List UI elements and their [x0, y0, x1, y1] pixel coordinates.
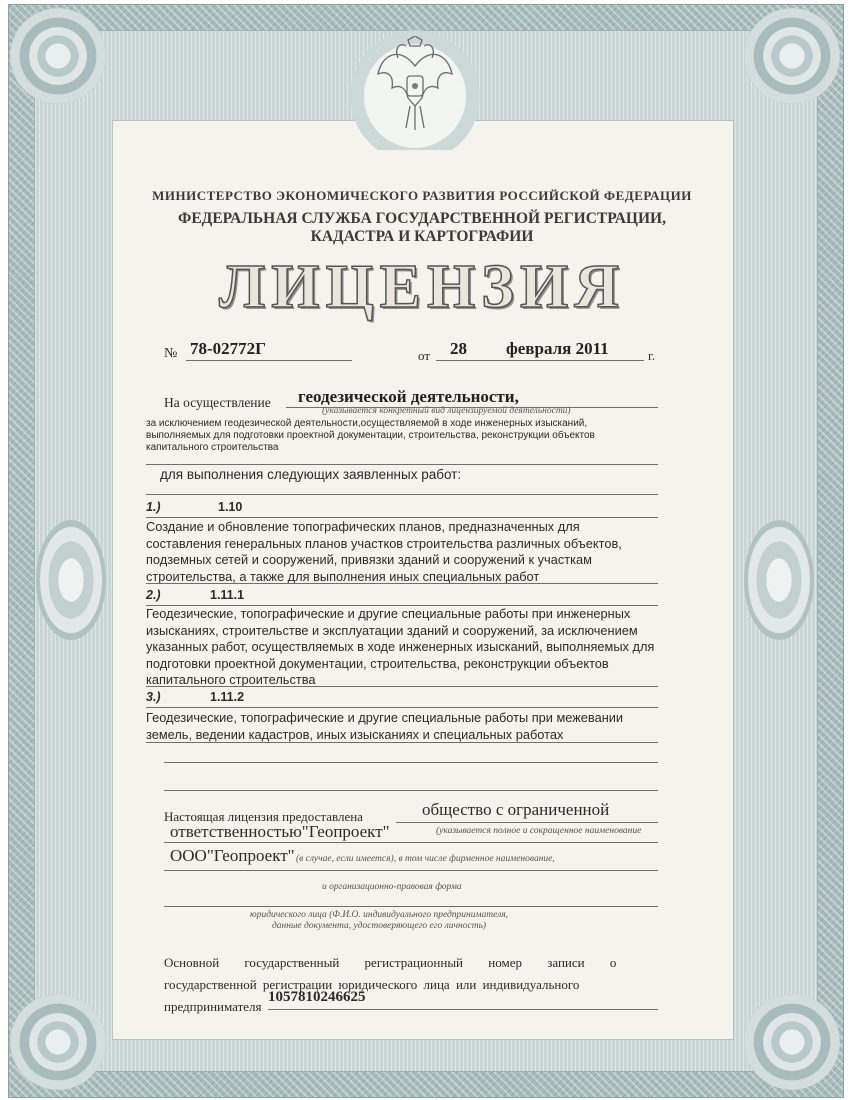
- registration-number: 1057810246625: [268, 989, 366, 1005]
- holder-name-line: общество с ограниченной: [422, 800, 610, 819]
- date-underline: [436, 360, 644, 361]
- document-title: ЛИЦЕНЗИЯ: [219, 253, 625, 321]
- number-label: №: [164, 346, 178, 361]
- holder-hint: данные документа, удостоверяющего его личность): [272, 921, 487, 931]
- service-heading-line: КАДАСТРА И КАРТОГРАФИИ: [310, 228, 534, 245]
- work-code: 1.11.1: [210, 588, 245, 602]
- corner-rosette-icon: [744, 994, 840, 1090]
- holder-label: Настоящая лицензия предоставлена: [164, 809, 363, 824]
- work-index: 3.): [146, 690, 161, 704]
- exclusion-line: выполняемых для подготовки проектной документации, строительства, реконструкции объектов: [146, 430, 595, 441]
- work-line: изысканиях, строительстве и эксплуатации зданий и сооружений, за исключением: [146, 622, 638, 638]
- work-line: подземных сетей и сооружений, привязки зданий и сооружений к участкам: [146, 552, 592, 567]
- license-number: 78-02772Г: [190, 339, 266, 358]
- exclusion-line: за исключением геодезической деятельности,осуществляемой в ходе инженерных изысканий,: [146, 418, 588, 429]
- rule-line: [146, 494, 658, 495]
- side-medallion-icon: [744, 520, 814, 640]
- work-line: капитального строительства: [146, 672, 316, 687]
- rule-line: [164, 790, 658, 791]
- rule-line: [146, 686, 658, 687]
- work-line: строительства, а также для выполнения иных специальных работ: [146, 568, 540, 584]
- works-label: для выполнения следующих заявленных работ:: [160, 467, 462, 482]
- holder-name-line: ответственностью"Геопроект": [170, 822, 390, 841]
- number-underline: [186, 360, 352, 361]
- exclusion-line: капитального строительства: [146, 442, 279, 453]
- rule-line: [164, 842, 658, 843]
- rule-line: [164, 870, 658, 871]
- rule-line: [146, 742, 658, 743]
- work-description: [146, 519, 622, 585]
- holder-hint: и организационно-правовая форма: [322, 882, 462, 892]
- work-code: 1.11.2: [210, 690, 245, 704]
- license-day: 28: [450, 339, 467, 358]
- rule-line: [146, 517, 658, 518]
- corner-rosette-icon: [10, 994, 106, 1090]
- work-line: Создание и обновление топографических планов, предназначенных для: [146, 519, 580, 534]
- double-headed-eagle-icon: [370, 36, 460, 136]
- exclusion-text: [146, 418, 595, 454]
- holder-hint: юридического лица (Ф.И.О. индивидуального предпринимателя,: [250, 910, 509, 920]
- registration-underline: [268, 1009, 658, 1010]
- work-line: подготовки проектной документации, строительства, реконструкции объектов: [146, 655, 609, 671]
- rule-line: [164, 906, 658, 907]
- work-description: [146, 606, 654, 689]
- side-medallion-icon: [36, 520, 106, 640]
- work-code: 1.10: [218, 500, 243, 514]
- work-line: земель, ведении кадастров, иных изысканиях и специальных работах: [146, 726, 564, 742]
- work-description: [146, 710, 623, 743]
- corner-rosette-icon: [744, 8, 840, 104]
- work-line: Геодезические, топографические и другие специальные работы при межевании: [146, 710, 624, 725]
- activity-value: геодезической деятельности,: [298, 387, 519, 406]
- holder-underline: [396, 822, 658, 823]
- rule-line: [164, 762, 658, 763]
- service-heading-line: ФЕДЕРАЛЬНАЯ СЛУЖБА ГОСУДАРСТВЕННОЙ РЕГИСТРАЦИИ,: [178, 210, 666, 227]
- work-line: Геодезические, топографические и другие специальные работы при инженерных: [146, 606, 631, 621]
- registration-label: предпринимателя: [164, 999, 262, 1014]
- rule-line: [146, 464, 658, 465]
- rule-line: [146, 583, 658, 584]
- work-index: 1.): [146, 500, 161, 514]
- registration-text-line: государственной регистрации юридического лица или индивидуального: [164, 977, 580, 992]
- year-suffix: г.: [648, 348, 656, 363]
- activity-hint: (указывается конкретный вид лицензируемой деятельности): [322, 406, 571, 416]
- work-line: составления генеральных планов участков строительства различных объектов,: [146, 535, 622, 551]
- ministry-heading: МИНИСТЕРСТВО ЭКОНОМИЧЕСКОГО РАЗВИТИЯ РОССИЙСКОЙ ФЕДЕРАЦИИ: [152, 188, 692, 203]
- holder-hint: (в случае, если имеется), в том числе фирменное наименование,: [296, 854, 555, 864]
- holder-hint: (указывается полное и сокращенное наименование: [436, 826, 642, 836]
- activity-label: На осуществление: [164, 395, 271, 410]
- work-index: 2.): [146, 588, 161, 602]
- rule-line: [146, 707, 658, 708]
- work-line: указанных работ, осуществляемых в ходе инженерных изысканий, выполняемых для: [146, 639, 655, 654]
- service-heading: [112, 210, 732, 246]
- license-month-year: февраля 2011: [506, 339, 609, 358]
- corner-rosette-icon: [10, 8, 106, 104]
- holder-short-name: ООО"Геопроект": [170, 846, 295, 865]
- date-label: от: [418, 348, 431, 363]
- registration-text-line: Основной государственный регистрационный номер записи о: [164, 955, 617, 970]
